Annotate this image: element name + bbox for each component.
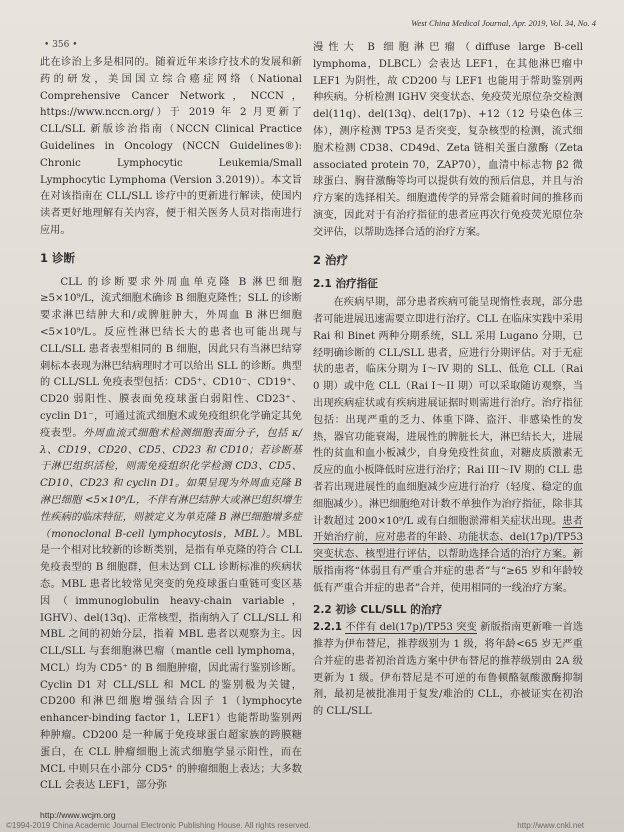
cnki-url[interactable]: http://www.cnki.net [517,821,584,830]
underlined-assessment-text: 患者开始治疗前，应对患者的年龄、功能状态、del(17p)/TP53 突变状态、核型进行评估，以帮助选择合适的治疗方案。 [313,515,583,561]
copyright-notice: ©1994-2019 China Academic Journal Electronic Publishing House. All rights reserved. [6,821,311,830]
diagnosis-text-italic: 外周血流式细胞术检测细胞表面分子，包括 κ/λ、CD19、CD20、CD5、CD23 和 CD10；若诊断基于淋巴组织活检，则需免疫组织化学检测 CD3、CD5、CD10、CD23 和 cyclin D1。如果呈现为外周血克隆 B 淋巴细胞 <5×10⁹/L，不伴有淋巴结肿大或淋巴组织增生性疾病的临床特征，则被定义为单克隆 B 淋巴细胞增多症（monoclonal B-cell lymphocytosis，MBL）。 [40,427,302,540]
journal-url[interactable]: http://www.wcjm.org [40,810,116,820]
diagnosis-text-b: MBL 是一个相对比较新的诊断类别，是指有单克隆的符合 CLL 免疫表型的 B 细胞群，但未达到 CLL 诊断标准的疾病状态。MBL 患者比较常见突变的免疫球蛋白重链可变区基因（immunoglobulin heavy-chain variable，IGHV）、del(13q)、正常核型，指南纳入了 CLL/SLL 和 MBL 之间的初始分层，指着 MBL 患者以观察为主。 [40,528,302,641]
section-2-2-heading: 2.2 初诊 CLL/SLL 的治疗 [313,603,443,616]
continuation-paragraph: 漫性大 B 细胞淋巴瘤（diffuse large B-cell lymphoma，DLBCL）会表达 LEF1，在其他淋巴瘤中 LEF1 为阴性，故 CD200 与 LEF1 也能用于帮助鉴别两种疾病。分析检测 IGHV 突变状态、免疫荧光原位杂交检测 del(11q)、del(13q)、del(17p)、+12（12 号染色体三体），测序检测 TP53 是否突变，复杂核型的检测，流式细胞术检测 CD38、CD49d、Zeta 链相关蛋白激酶（Zeta associated protein 70，ZAP70），血清中标志物 β2 微球蛋白、胸苷激酶等均可以提供有效的预后信息，并且与治疗方案的选择相关。细胞遗传学的异常会随着时间的推移而演变，因此对于有治疗指征的患者应再次行免疫荧光原位杂交评估，以帮助选择合适的治疗方案。 [313,42,583,238]
section-2-2-1-heading: 不伴有 del(17p)/TP53 突变 [345,622,477,634]
right-column [313,40,583,722]
section-2-2-1-number: 2.2.1 [313,622,343,634]
diagnosis-paragraph-1 [40,275,302,796]
section-1-heading: 1 诊断 [40,250,76,265]
section-2-2-1-paragraph [313,620,583,721]
indication-text: 在疾病早期，部分患者疾病可能呈现惰性表现，部分患者可能进展迅速需要立即进行治疗。CLL 在临床实践中采用 Rai 和 Binet 两种分期系统，SLL 采用 Lugano 分期，已经明确诊断的 CLL/SLL 患者，应进行分期评估。对于无症状的患者，临床分期为 I～IV 期的 SLL、低危 CLL（Rai 0 期）或中危 CLL（Rai I～II 期）可以采取随访观察，当出现疾病症状或有疾病进展证据时则需进行治疗。治疗指征包括：出现严重的乏力、体重下降、盗汗、非感染性的发热，器官功能衰竭，进展性的脾脏长大，淋巴结长大，进展性的贫血和血小板减少，自身免疫性贫血，对糖皮质激素无反应的血小板降低时应进行治疗；Rai III～IV 期的 CLL 患者若出现进展性的血细胞减少应进行治疗（轻度、稳定的血细胞减少）。淋巴细胞绝对计数不单独作为治疗指征，除非其计数超过 200×10⁹/L 或有白细胞淤滞相关症状出现。 [313,297,583,527]
section-2-2-1-text: 新版指南更新唯一首选推荐为伊布替尼，推荐级别为 1 级，将年龄<65 岁无严重合并症的患者初治首选方案中伊布替尼的推荐级别由 2A 级更新为 1 级。伊布替尼是不可逆的布鲁顿酪氨酸激酶抑制剂，最初是被批准用于复发/难治的 CLL，亦被证实在初治的 CLL/SLL [313,622,584,718]
section-2-heading: 2 治疗 [313,252,349,267]
diagnosis-text-a: CLL 的诊断要求外周血单克隆 B 淋巴细胞≥5×10⁹/L，流式细胞术确诊 B 细胞克隆性；SLL 的诊断要求淋巴结肿大和/或脾脏肿大，外周血 B 淋巴细胞<5×10⁹/L。反应性淋巴结长大的患者也可能出现与 CLL/SLL 患者表型相同的 B 细胞，因此只有当淋巴结穿刺标本表现为淋巴结病理时才可以给出 SLL 的诊断。典型的 CLL/SLL 免疫表型包括：CD5⁺、CD10⁻、CD19⁺、CD20 弱阳性、膜表面免疫球蛋白弱阳性、CD23⁺、cyclin D1⁻，可通过流式细胞术或免疫组织化学确定其免疫表型。 [40,276,302,439]
page-number: • 356 • [44,40,78,50]
section-2-1-heading: 2.1 治疗指征 [313,278,378,291]
left-column [40,55,302,796]
intro-paragraph: 此在诊治上多是相同的。随着近年来诊疗技术的发展和新药的研发，美国国立综合癌症网络（National Comprehensive Cancer Network，NCCN，https://www.nccn.org/）于 2019 年 2 月更新了 CLL/SLL 新版诊治指南（NCCN Clinical Practice Guidelines in Oncology (NCCN Guidelines®): Chronic Lymphocytic Leukemia/Small Lymphocytic Lymphoma (Version 3.2019)）。本文旨在对该指南在 CLL/SLL 诊疗中的更新进行解读，使国内读者更好地理解有关内容，便于相关医务人员对指南进行应用。 [40,57,302,236]
journal-header: West China Medical Journal, Apr. 2019, Vol. 34, No. 4 [411,18,596,28]
treatment-indication-paragraph [313,295,583,597]
diagnosis-text-c: 因 CLL/SLL 与套细胞淋巴瘤（mantle cell lymphoma，MCL）均为 CD5⁺ 的 B 细胞肿瘤，因此需行鉴别诊断。Cyclin D1 对 CLL/SLL 和 MCL 的鉴别极为关键，CD200 和淋巴细胞增强结合因子 1（lymphocyte enhancer-binding factor 1，LEF1）也能帮助鉴别两种肿瘤。CD200 是一种属于免疫球蛋白超家族的跨膜糖蛋白，在 CLL 肿瘤细胞上流式细胞学显示阳性，而在 MCL 中则只在小部分 CD5⁺ 的肿瘤细胞上表达；大多数 CLL 会表达 LEF1，部分弥 [40,629,302,792]
guideline-merge-text: 新版指南将“体弱且有严重合并症的患者”与“≥65 岁和年龄较低有严重合并症的患者”合并，使用相同的一线治疗方案。 [313,549,583,594]
